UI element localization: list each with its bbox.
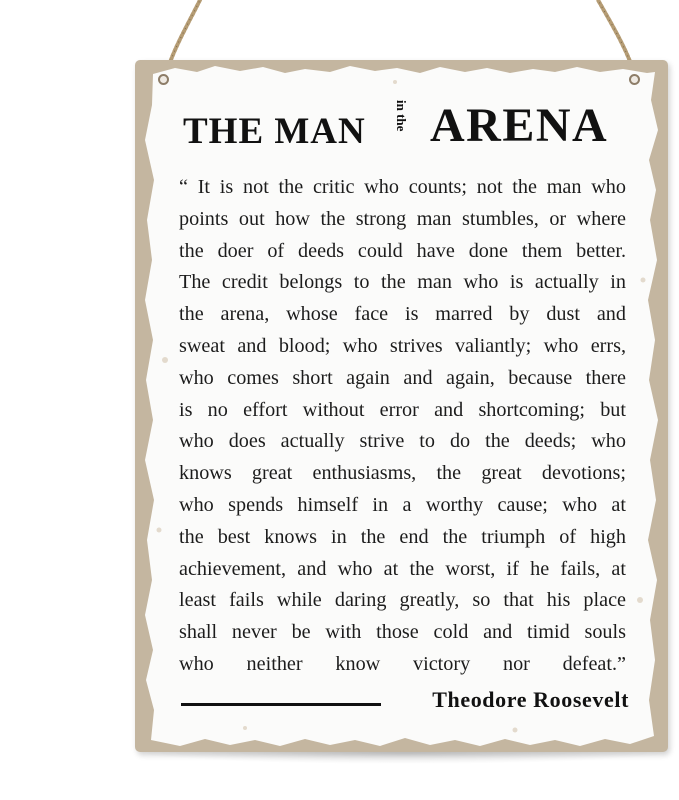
title-in-the: in the xyxy=(394,100,409,132)
quote-text xyxy=(179,172,626,681)
quote-line: who does actually strive to do the deeds; who xyxy=(179,430,626,453)
quote-line: the arena, whose face is marred by dust and xyxy=(179,303,626,326)
quote-line: The credit belongs to the man who is actually in xyxy=(179,271,626,294)
quote-sign xyxy=(135,60,668,752)
quote-line: “ It is not the critic who counts; not the man who xyxy=(179,176,626,198)
left-hanging-hole xyxy=(158,74,169,85)
quote-line: achievement, and who at the worst, if he fails, at xyxy=(179,557,626,580)
right-hanging-hole xyxy=(629,74,640,85)
quote-line: who neither know victory nor defeat.” xyxy=(179,652,626,675)
quote-line: who comes short again and again, because there xyxy=(179,366,626,389)
title-arena: ARENA xyxy=(430,99,609,152)
attribution-rule xyxy=(181,703,381,706)
quote-line: the doer of deeds could have done them better. xyxy=(179,239,626,262)
title-the-man: THE MAN xyxy=(183,111,366,152)
quote-line: points out how the strong man stumbles, or where xyxy=(179,207,626,230)
quote-line: who spends himself in a worthy cause; who at xyxy=(179,493,626,516)
sign-title xyxy=(183,98,628,168)
quote-line: sweat and blood; who strives valiantly; who errs, xyxy=(179,334,626,357)
quote-line: is no effort without error and shortcoming; but xyxy=(179,398,626,421)
quote-line: the best knows in the end the triumph of high xyxy=(179,525,626,548)
quote-line: shall never be with those cold and timid souls xyxy=(179,621,626,644)
quote-line: least fails while daring greatly, so that his place xyxy=(179,589,626,612)
attribution: Theodore Roosevelt xyxy=(432,687,629,712)
quote-line: knows great enthusiasms, the great devotions; xyxy=(179,462,626,485)
